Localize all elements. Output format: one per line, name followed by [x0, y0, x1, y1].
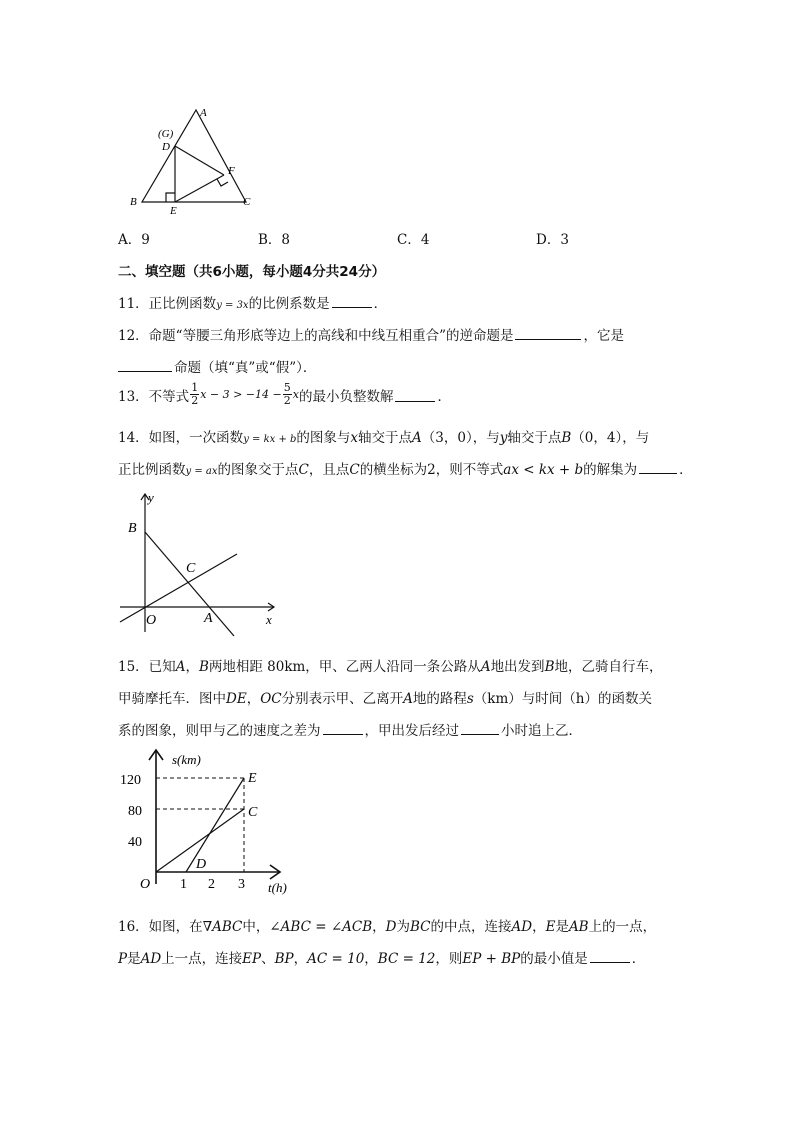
tick-3: 3 [238, 877, 245, 892]
q14-text-9: ，且点 [308, 462, 350, 478]
q14-var-x: x [350, 430, 359, 446]
q15-answer-blank-2[interactable] [461, 733, 499, 735]
q11-text-2: 的比例系数是 [248, 296, 330, 312]
question-15-line3 [118, 719, 582, 739]
choice-d[interactable] [536, 228, 569, 248]
label-a: A [200, 107, 207, 119]
choice-a[interactable] [118, 228, 150, 248]
tick-40: 40 [128, 835, 142, 850]
choice-a-value: 9 [141, 232, 150, 248]
label-c: C [186, 561, 196, 576]
q16-text-4: 为 [396, 919, 410, 935]
q15-text-3: 地出发到 [490, 659, 545, 675]
q16-text-7: 是 [555, 919, 569, 935]
q16-sum: EP + BP [462, 951, 521, 967]
q16-angle-eq: ∠ABC = ∠ACB [269, 919, 373, 935]
q13-f2-den: 2 [283, 394, 291, 407]
q13-expr-1: x − 3 > −14 − [200, 388, 282, 401]
label-g: (G) [158, 128, 174, 140]
q14-text-2: 的图象与 [296, 430, 351, 446]
q16-text-5: 的中点，连接 [430, 919, 512, 935]
q16-text-9: 是 [127, 951, 141, 967]
q14-text-4: （3，0），与 [421, 430, 500, 446]
q15-text-9: 系的图象，则甲与乙的速度之差为 [118, 723, 321, 739]
q16-text-3: ， [372, 919, 386, 935]
q11-formula: y = 3x [216, 300, 249, 311]
q16-seg-bc: BC [409, 919, 431, 935]
q15-text-4: 地，乙骑自行车， [554, 659, 663, 675]
segment-df [175, 146, 224, 175]
label-b: B [130, 196, 137, 208]
q13-end: ． [437, 388, 451, 405]
q14-text-6: （0，4），与 [571, 430, 650, 446]
q13-fraction-1 [190, 382, 199, 407]
right-angle-f [217, 179, 228, 186]
line-kx-b [145, 532, 234, 636]
q15-point-a-2: A [480, 659, 491, 675]
choice-b-letter: B． [258, 232, 282, 248]
q16-point-e: E [545, 919, 556, 935]
label-e: E [248, 771, 257, 786]
q14-text-7: 正比例函数 [118, 462, 186, 478]
q12-text: 12．命题“等腰三角形底等边上的高线和中线互相重合”的逆命题是 [118, 328, 514, 344]
q15-text-10: ，甲出发后经过 [364, 723, 459, 739]
q14-point-c-2: C [349, 462, 360, 478]
q16-seg-ad-2: AD [140, 951, 162, 967]
line-ax [120, 554, 237, 622]
q14-text: 14．如图，一次函数 [118, 430, 244, 446]
label-b: B [128, 521, 137, 536]
q14-text-3: 轴交于点 [358, 430, 413, 446]
q14-text-10: 的横坐标为2，则不等式 [359, 462, 504, 478]
tick-2: 2 [208, 877, 215, 892]
line-graph-figure [112, 488, 282, 638]
choice-a-letter: A． [118, 232, 142, 248]
section-title: 二、填空题（共6小题，每小题4分共24分） [118, 264, 386, 280]
q13-expr-2: x [292, 388, 299, 401]
q15-point-b-2: B [544, 659, 555, 675]
q14-point-b: B [561, 430, 572, 446]
q13-f2-num: 5 [283, 381, 291, 394]
q15-text-8: （km）与时间（h）的函数关 [473, 691, 652, 707]
question-14-line1 [118, 426, 649, 446]
q12-answer-blank-2[interactable] [118, 370, 172, 372]
q12-answer-blank-1[interactable] [515, 338, 581, 340]
tick-80: 80 [128, 804, 142, 819]
st-graph-figure [112, 744, 312, 896]
q16-seg-ab: AB [568, 919, 589, 935]
question-12-line1 [118, 324, 624, 344]
question-16-line2 [118, 947, 645, 967]
q16-triangle: ∇ABC [202, 919, 243, 935]
q15-comma: ， [185, 659, 199, 675]
q13-f1-den: 2 [191, 394, 199, 407]
q15-point-b: B [198, 659, 209, 675]
q15-point-a-3: A [403, 691, 413, 707]
label-x: x [266, 612, 272, 627]
choice-c[interactable] [397, 228, 429, 248]
tick-120: 120 [120, 773, 141, 788]
label-c: C [248, 805, 258, 820]
label-o: O [140, 877, 151, 892]
question-15-line1 [118, 655, 662, 675]
q16-seg-ep: EP [242, 951, 262, 967]
question-11 [118, 292, 387, 312]
q14-formula-2: y = ax [185, 466, 218, 477]
q14-text-11: 的解集为 [583, 462, 638, 478]
q16-text-10: 上一点，连接 [161, 951, 243, 967]
q16-text: 16．如图，在 [118, 919, 203, 935]
tick-1: 1 [180, 877, 187, 892]
q14-text-5: 轴交于点 [507, 430, 562, 446]
q14-end: ． [679, 462, 693, 478]
label-e: E [170, 205, 177, 216]
choice-c-value: 4 [420, 232, 430, 248]
q16-text-12: ， [293, 951, 308, 967]
segment-ef [175, 175, 224, 202]
q11-end: ． [373, 296, 388, 312]
line-de [186, 778, 244, 872]
right-angle-e [166, 193, 175, 202]
q16-bc-value: BC = 12 [377, 951, 436, 967]
q14-inequality: ax < kx + b [503, 462, 584, 478]
q14-text-8: 的图象交于点 [217, 462, 299, 478]
q15-seg-oc: OC [260, 691, 282, 707]
q14-formula-1: y = kx + b [243, 434, 297, 445]
choice-b-value: 8 [281, 232, 291, 248]
q14-point-a: A [412, 430, 422, 446]
q15-text: 15．已知 [118, 659, 176, 675]
q15-text-6: 分别表示甲、乙离开 [281, 691, 404, 707]
q15-text-5: 甲骑摩托车．图中 [118, 691, 226, 707]
triangle-figure [128, 104, 258, 216]
q14-point-c: C [298, 462, 309, 478]
q11-text: 11．正比例函数 [118, 296, 217, 312]
label-d: D [162, 141, 170, 153]
label-c: C [243, 196, 251, 208]
choice-d-value: 3 [560, 232, 569, 248]
q16-ac-value: AC = 10 [307, 951, 365, 967]
label-t: t(h) [268, 880, 287, 895]
q15-text-11: 小时追上乙． [501, 723, 582, 739]
label-f: F [228, 165, 235, 177]
q16-text-2: 中， [242, 919, 270, 935]
q16-answer-blank[interactable] [590, 961, 630, 963]
q16-seg-bp: BP [274, 951, 294, 967]
q16-end: ． [631, 951, 646, 967]
label-s: s(km) [172, 752, 201, 767]
q15-var-s: s [466, 691, 474, 707]
question-12-line2 [118, 356, 316, 376]
q13-text: 13．不等式 [118, 388, 190, 405]
q15-seg-de: DE [226, 691, 247, 707]
q16-text-6: ， [532, 919, 546, 935]
q16-text-8: 上的一点， [588, 919, 657, 935]
q16-point-d: D [385, 919, 397, 935]
label-d: D [196, 857, 207, 872]
q16-text-15: 的最小值是 [520, 951, 588, 967]
q14-answer-blank[interactable] [639, 472, 677, 474]
q12-text-2: ，它是 [583, 328, 624, 344]
question-13 [118, 382, 451, 407]
q13-text-2: 的最小负整数解 [298, 388, 394, 405]
q16-seg-ad: AD [511, 919, 533, 935]
label-a: A [204, 611, 213, 626]
label-y: y [148, 490, 154, 505]
q16-text-14: ，则 [435, 951, 463, 967]
question-16-line1 [118, 915, 656, 935]
q15-text-2: 两地相距 80km，甲、乙两人沿同一条公路从 [208, 659, 481, 675]
q13-answer-blank[interactable] [395, 400, 435, 402]
q15-comma-2: ， [246, 691, 261, 707]
q16-point-p: P [118, 951, 128, 967]
q14-var-y: y [499, 430, 508, 446]
choice-d-letter: D． [536, 232, 561, 248]
q16-text-13: ， [364, 951, 378, 967]
label-o: O [146, 613, 157, 628]
question-14-line2 [118, 458, 693, 478]
q13-f1-num: 1 [191, 381, 199, 394]
choice-c-letter: C． [397, 232, 421, 248]
q16-text-11: 、 [261, 951, 275, 967]
question-15-line2 [118, 687, 652, 707]
q12-text-3: 命题（填“真”或“假”）． [174, 360, 317, 376]
triangle-abc [142, 110, 246, 202]
q15-answer-blank-1[interactable] [323, 733, 363, 735]
q15-text-7: 地的路程 [412, 691, 467, 707]
q15-point-a: A [175, 659, 186, 675]
q11-answer-blank[interactable] [332, 306, 372, 308]
q13-fraction-2 [283, 382, 292, 407]
choice-b[interactable] [258, 228, 290, 248]
